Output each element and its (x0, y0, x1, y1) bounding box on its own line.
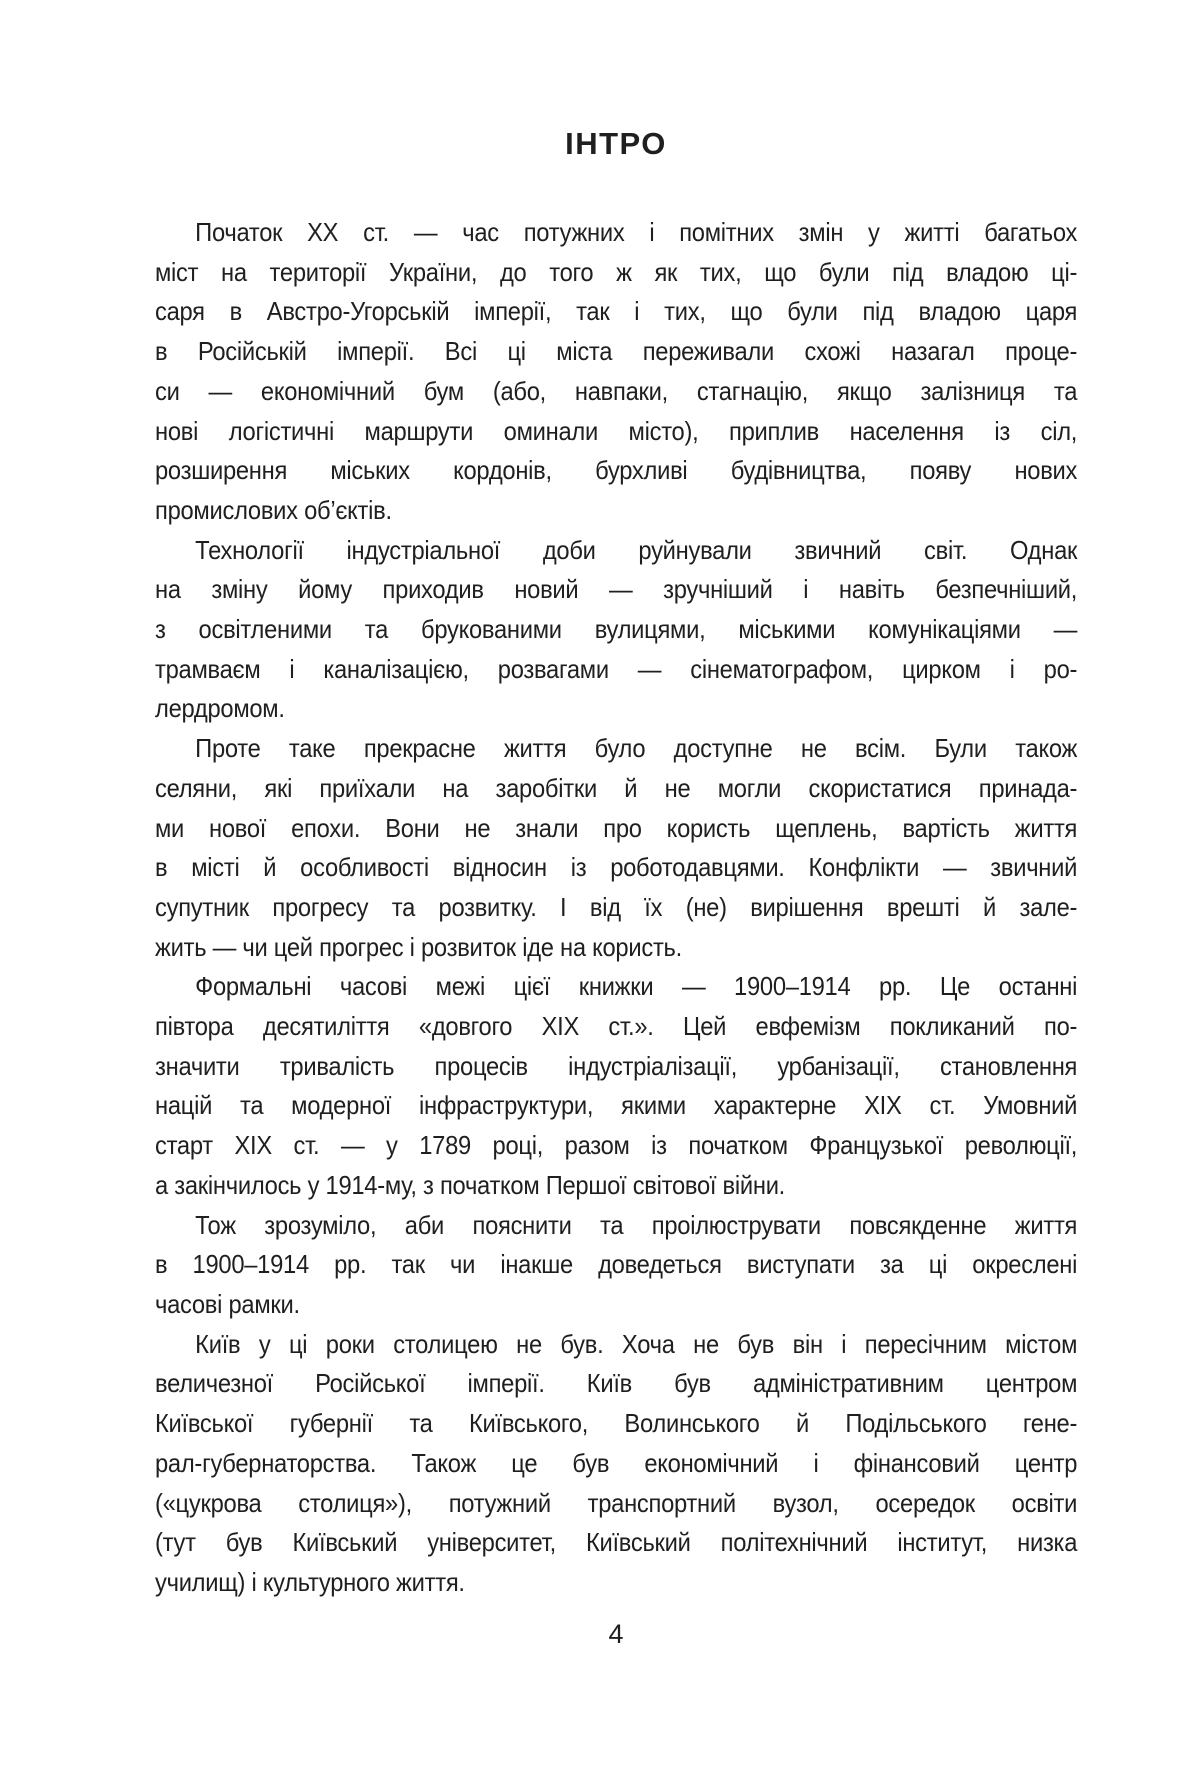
text-line: півтора десятиліття «довгого XIX ст.». Цей евфемізм покликаний по- (155, 1011, 1078, 1042)
text-line: си — економічний бум (або, навпаки, стагнацію, якщо залізниця та (155, 375, 1078, 406)
text-line: часові рамки. (155, 1288, 300, 1319)
text-line: рал-губернаторства. Також це був економічний і фінансовий центр (155, 1447, 1078, 1478)
paragraph (155, 213, 1077, 531)
text-line: супутник прогресу та розвитку. І від їх (не) вирішення врешті й зале- (155, 891, 1078, 922)
text-line: величезної Російської імперії. Київ був адміністративним центром (155, 1368, 1078, 1399)
text-line: Формальні часові межі цієї книжки — 1900–1914 рр. Це останні (195, 971, 1078, 1002)
text-line: училищ) і культурного життя. (155, 1566, 465, 1597)
text-line: («цукрова столиця»), потужний транспортний вузол, осередок освіти (155, 1487, 1078, 1518)
text-line: а закінчилось у 1914-му, з початком Першої світової війни. (155, 1169, 786, 1200)
text-line: промислових об’єктів. (155, 494, 392, 525)
text-line: трамваєм і каналізацією, розвагами — сінематографом, цирком і ро- (155, 653, 1078, 684)
text-line: саря в Австро-Угорській імперії, так і тих, що були під владою царя (155, 296, 1078, 327)
page-number: 4 (608, 1619, 624, 1649)
text-line: Київ у ці роки столицею не був. Хоча не був він і пересічним містом (195, 1328, 1078, 1359)
chapter-title: ІНТРО (565, 126, 667, 161)
paragraph (155, 967, 1077, 1205)
text-line: значити тривалість процесів індустріалізації, урбанізації, становлення (155, 1050, 1078, 1081)
text-line: Тож зрозуміло, аби пояснити та проілюструвати повсякденне життя (195, 1209, 1078, 1240)
text-line: селяни, які приїхали на заробітки й не могли скористатися принада- (155, 772, 1078, 803)
text-line: жить — чи цей прогрес і розвиток іде на користь. (155, 931, 682, 962)
paragraph (155, 729, 1077, 967)
text-line: на зміну йому приходив новий — зручніший і навіть безпечніший, (155, 574, 1078, 605)
text-line: націй та модерної інфраструктури, якими характерне XIX ст. Умовний (155, 1090, 1078, 1121)
text-line: лердромом. (155, 693, 285, 724)
text-line: ми нової епохи. Вони не знали про користь щеплень, вартість життя (155, 812, 1078, 843)
text-line: з освітленими та брукованими вулицями, міськими комунікаціями — (155, 614, 1078, 645)
text-line: нові логістичні маршрути оминали місто), приплив населення із сіл, (155, 415, 1078, 446)
text-line: в місті й особливості відносин із роботодавцями. Конфлікти — звичний (155, 852, 1078, 883)
body-text (155, 213, 1077, 1603)
paragraph (155, 1206, 1077, 1325)
paragraph (155, 1325, 1077, 1603)
text-line: в 1900–1914 рр. так чи інакше доведеться виступати за ці окреслені (155, 1249, 1078, 1280)
text-line: міст на території України, до того ж як тих, що були під владою ці- (155, 256, 1078, 287)
text-line: (тут був Київський університет, Київський політехнічний інститут, низка (155, 1527, 1078, 1558)
text-line: старт XIX ст. — у 1789 році, разом із початком Французької революції, (155, 1130, 1078, 1161)
text-line: Проте таке прекрасне життя було доступне не всім. Були також (195, 733, 1078, 764)
text-line: Початок ХХ ст. — час потужних і помітних змін у житті багатьох (195, 217, 1078, 247)
text-line: Київської губернії та Київського, Волинського й Подільського гене- (155, 1408, 1078, 1439)
text-line: Технології індустріальної доби руйнували звичний світ. Однак (195, 534, 1078, 565)
text-line: в Російській імперії. Всі ці міста переживали схожі назагал проце- (155, 336, 1078, 367)
paragraph (155, 531, 1077, 730)
text-line: розширення міських кордонів, бурхливі будівництва, появу нових (155, 455, 1078, 486)
